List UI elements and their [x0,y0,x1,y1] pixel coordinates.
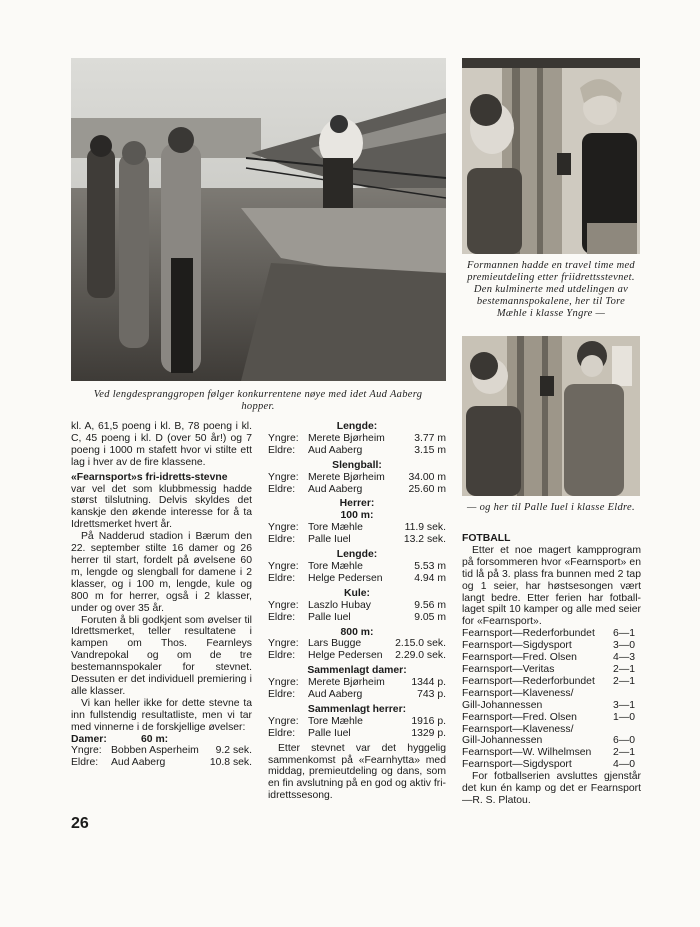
results-list [268,421,446,740]
match-teams: Gill-Johannessen [462,735,543,747]
result-val: 2.15.0 sek. [395,638,446,650]
match-score: 4—0 [613,759,635,771]
result-val: 3.77 m [414,432,446,444]
long-jump-photo [71,58,446,381]
match-score: 2—1 [613,675,635,687]
match-teams: Fearnsport—Veritas [462,663,555,675]
result-name: Helge Pedersen [308,650,383,662]
result-row [268,472,446,484]
match-row [462,712,641,724]
match-teams: Gill-Johannessen [462,699,543,711]
result-name: Aud Aaberg [308,483,363,495]
result-row [268,573,446,585]
event-heading: Herrer: [339,498,375,510]
result-name: Merete Bjørheim [308,471,385,483]
result-name: Merete Bjørheim [308,677,385,689]
match-score: 1—0 [613,711,635,723]
result-row [268,522,446,534]
result-val: 34.00 m [408,471,446,483]
bottom-right-caption: — og her til Palle Iuel i klasse Eldre. [467,502,635,513]
result-row [268,561,446,573]
result-role: Eldre: [268,727,296,739]
result-name: Tore Mæhle [308,715,363,727]
match-list [462,628,641,771]
match-teams: Fearnsport—Fred. Olsen [462,711,577,723]
result-val: 4.94 m [414,572,446,584]
result-val: 25.60 m [408,483,446,495]
result-role: Yngre: [268,471,299,483]
result-row [268,638,446,650]
match-teams: Fearnsport—W. Wilhelmsen [462,747,592,759]
result-row [268,716,446,728]
result-role: Eldre: [268,444,296,456]
col1-paragraph-2: var vel det som klubbmessig hadde størst tilslutning. Delvis skyldes det kanskje den økende interesse for å ta Idrettsmerket hvert år. [71,483,252,531]
result-role: Eldre: [268,611,296,623]
trophy-photo-yngre [462,58,640,254]
damer-60m-header [71,734,252,746]
col1-paragraph-1: kl. A, 61,5 poeng i kl. B, 78 poeng i kl. C, 45 poeng i kl. D (over 50 år!) og 7 poeng i 1000 m stafett hvor vi stilte ett lag i hver av de fire klassene. [71,421,252,468]
result-val: 2.29.0 sek. [395,650,446,662]
match-row [462,735,641,747]
result-row [268,484,446,496]
match-row [462,676,641,688]
result-row [268,677,446,689]
result-row [268,600,446,612]
damer-event: 60 m: [141,733,169,745]
top-right-caption: Formannen hadde en travel time med premieutdeling etter friidrettsstevnet. Den kulminerte med utdelingen av bestemannspokalene, her til Tore Mæhle i klasse Yngre — [467,260,635,319]
result-row [268,534,446,546]
result-role: Yngre: [268,599,299,611]
damer-label: Damer: [71,733,107,745]
result-role: Yngre: [268,560,299,572]
result-row [268,445,446,457]
event-subheading: 100 m: [340,510,374,522]
event-heading: Lengde: [336,421,378,432]
result-val: 9.56 m [414,599,446,611]
result-row: Yngre: Bobben Asperheim 9.2 sek. [71,745,252,757]
match-row [462,759,641,771]
main-photo-caption: Ved lengdespranggropen følger konkurrentene nøye med idet Aud Aaberg hopper. [93,389,423,412]
match-teams: Fearnsport—Klaveness/ [462,687,574,699]
result-role: Yngre: [268,638,299,650]
result-row [268,612,446,624]
match-score [607,724,641,736]
result-val: 1344 p. [411,677,446,689]
fotball-title: FOTBALL [462,533,511,544]
match-score [607,688,641,700]
match-score: 6—0 [613,735,635,747]
result-name: Palle Iuel [308,611,351,623]
result-role: Eldre: [268,572,296,584]
column-1 [71,421,252,769]
result-role: Yngre: [268,715,299,727]
match-row [462,628,641,640]
match-row [462,664,641,676]
result-name: Helge Pedersen [308,572,383,584]
result-name: Palle Iuel [308,534,351,546]
match-score: 3—1 [613,699,635,711]
match-row [462,640,641,652]
event-heading: Lengde: [336,549,378,561]
fri-idretts-stevne-title: «Fearnsport»s fri-idretts-stevne [71,471,228,483]
event-heading: Sammenlagt damer: [307,665,407,677]
result-val: 9.05 m [414,611,446,623]
match-row [462,747,641,759]
trophy-photo-eldre [462,336,640,496]
result-row [268,689,446,701]
event-heading: Slengball: [332,459,382,471]
result-val: 1329 p. [411,727,446,739]
result-role: Yngre: [268,432,299,444]
result-role: Yngre: [268,522,299,534]
match-row [462,700,641,712]
result-name: Aud Aaberg [308,444,363,456]
result-role: Eldre: [268,650,296,662]
fotball-outro: For fotballserien avsluttes gjenstår det kun én kamp og det er Fearnsport—R. S. Platou. [462,771,641,806]
result-name: Palle Iuel [308,727,351,739]
col1-paragraph-5: Vi kan heller ikke for dette stevne ta inn fullstendig resultatliste, men vi tar med vinnerne i de forskjellige øvelser: [71,697,252,733]
match-teams: Fearnsport—Fred. Olsen [462,652,577,664]
result-name: Aud Aaberg [308,689,363,701]
match-teams: Fearnsport—Sigdysport [462,759,572,771]
result-name: Merete Bjørheim [308,432,385,444]
event-heading: Kule: [344,587,370,599]
result-row [268,728,446,740]
result-val: 13.2 sek. [403,534,446,546]
match-score: 3—0 [613,640,635,652]
match-teams: Fearnsport—Klaveness/ [462,723,574,735]
event-heading: Sammenlagt herrer: [307,703,407,715]
page-number: 26 [71,815,89,832]
result-val: 5.53 m [414,560,446,572]
closing-paragraph: Etter stevnet var det hyggelig sammenkomst på «Fearnhytta» med middag, premieutdeling og dans, som en fin avslutning på en god og aktiv fri-idrettssesong. [268,742,446,802]
result-name: Lars Bugge [308,638,362,650]
result-row [268,433,446,445]
match-score: 4—3 [613,652,635,664]
match-row [462,688,641,700]
result-role: Eldre: [268,483,296,495]
result-val: 743 p. [417,689,446,701]
result-row: Eldre: Aud Aaberg 10.8 sek. [71,757,252,769]
match-score: 6—1 [613,628,635,640]
result-role: Eldre: [268,534,296,546]
result-val: 11.9 sek. [404,522,446,534]
column-2 [268,421,446,802]
event-heading: 800 m: [340,626,374,638]
col1-paragraph-3: På Nadderud stadion i Bærum den 22. september stilte 16 damer og 26 herrer til start, fordelt på øvelsene 60 m, lengde og slengball for damene i 2 klasser, og i 100 m, lengde, kule og 800 m for herrer, også i 2 klasser, under og over 35 år. [71,531,252,614]
match-teams: Fearnsport—Sigdysport [462,640,572,652]
result-row [268,650,446,662]
result-val: 3.15 m [414,444,446,456]
result-name: Tore Mæhle [308,560,363,572]
match-teams: Fearnsport—Rederforbundet [462,675,595,687]
col1-paragraph-4: Foruten å bli godkjent som øvelser til Idrettsmerket, teller resultatene i kampen om Thos. Fearnleys Vandrepokal og om de tre bestemannspokaler for stevnet. Dessuten er det individuell premiering i alle klasser. [71,614,252,697]
result-val: 1916 p. [411,715,446,727]
result-name: Tore Mæhle [308,522,363,534]
match-row [462,724,641,736]
column-3 [462,533,641,807]
result-role: Yngre: [268,677,299,689]
match-teams: Fearnsport—Rederforbundet [462,628,595,640]
fotball-intro: Etter et noe magert kampprogram på forsommeren hvor «Fearnsport» en tid lå på 3. plass fra bunnen med 2 tap og 1 seier, har høstsesongen vært langt bedre. Etter ferien har fotball-laget spilt 10 kamper og alle med seier for «Fearnsport». [462,544,641,628]
result-name: Laszlo Hubay [308,599,371,611]
match-score: 2—1 [613,747,635,759]
match-row [462,652,641,664]
match-score: 2—1 [613,663,635,675]
result-role: Eldre: [268,689,296,701]
